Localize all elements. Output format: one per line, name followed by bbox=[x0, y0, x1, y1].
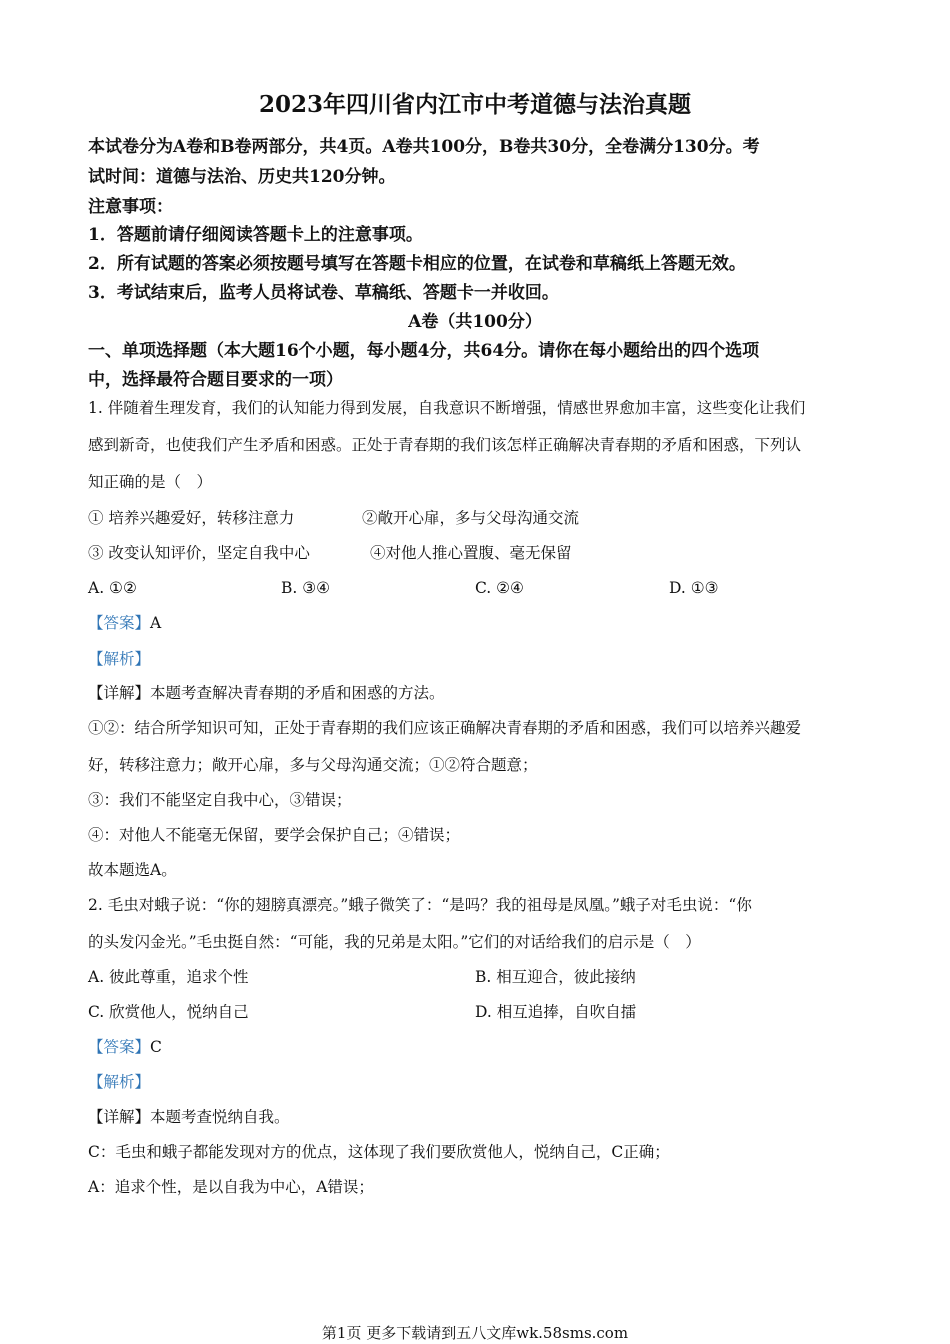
q2-option-b: B. 相互迎合，彼此接纳 bbox=[475, 968, 636, 986]
volume-a-heading: A卷（共100分） bbox=[408, 312, 542, 332]
note-3: 3．考试结束后，监考人员将试卷、草稿纸、答题卡一并收回。 bbox=[88, 283, 559, 303]
section-heading-line-2: 中，选择最符合题目要求的一项） bbox=[88, 370, 343, 390]
intro-line-2: 试时间：道德与法治、历史共120分钟。 bbox=[88, 167, 396, 187]
q1-explanation-3: ④：对他人不能毫无保留，要学会保护自己；④错误； bbox=[88, 826, 461, 844]
q1-item-1: ① 培养兴趣爱好，转移注意力 bbox=[88, 509, 295, 527]
detail-tag: 【详解】 bbox=[88, 1108, 151, 1126]
q2-answer bbox=[88, 1036, 878, 1058]
q2-option-a: A. 彼此尊重，追求个性 bbox=[88, 968, 249, 986]
q1-explanation-2: ③：我们不能坚定自我中心，③错误； bbox=[88, 791, 352, 809]
q1-detail bbox=[88, 682, 878, 704]
q1-answer bbox=[88, 612, 878, 634]
q1-stem-line-1: 1. 伴随着生理发育，我们的认知能力得到发展，自我意识不断增强，情感世界愈加丰富，这些变化让我们 bbox=[88, 399, 806, 417]
note-1: 1．答题前请仔细阅读答题卡上的注意事项。 bbox=[88, 225, 423, 245]
detail-tag: 【详解】 bbox=[88, 684, 151, 702]
q2-explanation-1: C：毛虫和蛾子都能发现对方的优点，这体现了我们要欣赏他人，悦纳自己，C正确； bbox=[88, 1143, 670, 1161]
answer-value: A bbox=[150, 614, 162, 632]
page-title: 2023年四川省内江市中考道德与法治真题 bbox=[258, 91, 691, 118]
q1-option-c: C. ②④ bbox=[475, 579, 524, 597]
q1-analysis-tag: 【解析】 bbox=[88, 650, 151, 668]
answer-tag: 【答案】 bbox=[88, 614, 151, 632]
q1-item-3: ③ 改变认知评价，坚定自我中心 bbox=[88, 544, 310, 562]
answer-tag: 【答案】 bbox=[88, 1038, 151, 1056]
q1-stem-line-2: 感到新奇，也使我们产生矛盾和困惑。正处于青春期的我们该怎样正确解决青春期的矛盾和困惑，下列认 bbox=[88, 436, 802, 454]
q1-item-2: ②敞开心扉，多与父母沟通交流 bbox=[362, 509, 580, 527]
q1-conclusion: 故本题选A。 bbox=[88, 861, 177, 879]
intro-line-1: 本试卷分为A卷和B卷两部分，共4页。A卷共100分，B卷共30分，全卷满分130分。考 bbox=[88, 137, 760, 157]
q1-item-4: ④对他人推心置腹、毫无保留 bbox=[370, 544, 572, 562]
q1-explanation-1-line-1: ①②：结合所学知识可知，正处于青春期的我们应该正确解决青春期的矛盾和困惑，我们可以培养兴趣爱 bbox=[88, 719, 802, 737]
note-2: 2．所有试题的答案必须按题号填写在答题卡相应的位置，在试卷和草稿纸上答题无效。 bbox=[88, 254, 746, 274]
q2-detail bbox=[88, 1106, 878, 1128]
q1-option-d: D. ①③ bbox=[669, 579, 719, 597]
q2-explanation-2: A：追求个性，是以自我为中心，A错误； bbox=[88, 1178, 374, 1196]
q1-option-b: B. ③④ bbox=[281, 579, 331, 597]
page-footer: 第1页 更多下载请到五八文库wk.58sms.com bbox=[321, 1324, 629, 1342]
q2-stem-line-1: 2. 毛虫对蛾子说：“你的翅膀真漂亮。”蛾子微笑了：“是吗？我的祖母是凤凰。”蛾子对毛虫说：“你 bbox=[88, 896, 752, 914]
q1-stem-line-3: 知正确的是（ ） bbox=[88, 473, 213, 491]
notes-title: 注意事项： bbox=[88, 197, 173, 217]
q2-option-c: C. 欣赏他人，悦纳自己 bbox=[88, 1003, 249, 1021]
section-heading-line-1: 一、单项选择题（本大题16个小题，每小题4分，共64分。请你在每小题给出的四个选项 bbox=[88, 341, 760, 361]
q1-explanation-1-line-2: 好，转移注意力；敞开心扉，多与父母沟通交流；①②符合题意； bbox=[88, 756, 538, 774]
q1-option-a: A. ①② bbox=[88, 579, 137, 597]
q2-stem-line-2: 的头发闪金光。”毛虫挺自然：“可能，我的兄弟是太阳。”它们的对话给我们的启示是（ ） bbox=[88, 933, 701, 951]
q2-analysis-tag: 【解析】 bbox=[88, 1073, 151, 1091]
detail-text: 本题考查解决青春期的矛盾和困惑的方法。 bbox=[150, 684, 445, 702]
detail-text: 本题考查悦纳自我。 bbox=[150, 1108, 290, 1126]
q2-option-d: D. 相互追捧，自吹自擂 bbox=[475, 1003, 637, 1021]
answer-value: C bbox=[150, 1038, 162, 1056]
